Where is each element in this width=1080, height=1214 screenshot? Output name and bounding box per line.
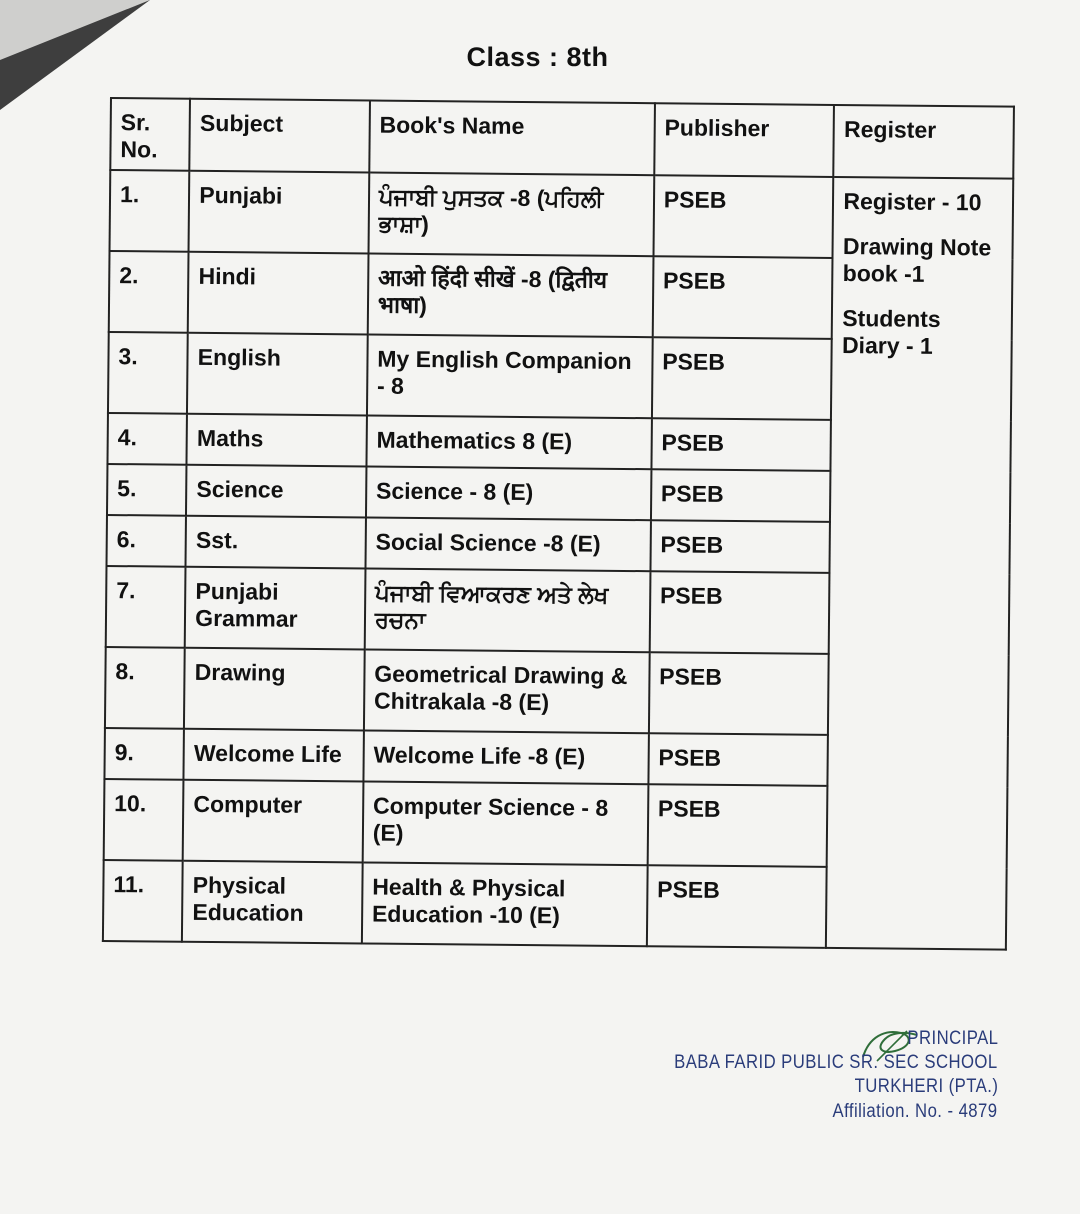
- header-sr-no: Sr. No.: [110, 98, 190, 171]
- header-publisher: Publisher: [654, 103, 834, 177]
- sr-no-cell: 6.: [107, 515, 187, 566]
- subject-cell: Punjabi Grammar: [185, 566, 365, 649]
- subject-cell: Computer: [183, 779, 363, 862]
- book-name-cell: Geometrical Drawing & Chitrakala -8 (E): [364, 649, 650, 733]
- publisher-cell: PSEB: [649, 652, 829, 735]
- subject-cell: Maths: [187, 414, 367, 466]
- sr-no-cell: 5.: [107, 464, 187, 515]
- stamp-affiliation: Affiliation. No. - 4879: [832, 1101, 998, 1122]
- book-name-cell: Welcome Life -8 (E): [363, 730, 648, 783]
- sr-no-cell: 3.: [108, 332, 188, 414]
- sr-no-cell: 10.: [104, 779, 184, 861]
- table-row: [110, 170, 1014, 260]
- book-name-cell: Mathematics 8 (E): [366, 416, 651, 469]
- stamp-title: PRINCIPAL: [907, 1028, 998, 1049]
- register-item: Students Diary - 1: [841, 305, 941, 359]
- book-name-cell: ਪੰਜਾਬੀ ਵਿਆਕਰਣ ਅਤੇ ਲੇਖ ਰਚਨਾ: [365, 568, 651, 652]
- book-list-table: [102, 97, 1015, 951]
- table-header-row: [110, 98, 1014, 179]
- book-name-cell: Science - 8 (E): [366, 467, 651, 520]
- publisher-cell: PSEB: [647, 784, 827, 867]
- publisher-cell: PSEB: [652, 338, 832, 421]
- subject-cell: Sst.: [186, 516, 366, 568]
- sr-no-cell: 11.: [103, 860, 183, 942]
- publisher-cell: PSEB: [649, 571, 829, 654]
- header-subject: Subject: [190, 99, 370, 173]
- sr-no-cell: 4.: [107, 413, 187, 464]
- sr-no-cell: 1.: [110, 170, 190, 252]
- subject-cell: Science: [186, 465, 366, 517]
- subject-cell: Punjabi: [189, 171, 369, 254]
- page-title: Class : 8th: [466, 42, 609, 72]
- book-name-cell: ਪੰਜਾਬੀ ਪੁਸਤਕ -8 (ਪਹਿਲੀ ਭਾਸ਼ਾ): [368, 172, 654, 256]
- principal-stamp: [640, 1025, 1040, 1135]
- subject-cell: English: [187, 333, 367, 416]
- register-cell: [826, 177, 1013, 950]
- sr-no-cell: 9.: [104, 728, 184, 779]
- publisher-cell: PSEB: [652, 256, 832, 339]
- header-book-name: Book's Name: [369, 100, 655, 175]
- subject-cell: Hindi: [188, 252, 368, 335]
- sr-no-cell: 7.: [106, 566, 186, 648]
- book-name-cell: Health & Physical Education -10 (E): [362, 862, 648, 946]
- book-name-cell: आओ हिंदी सीखें -8 (द्वितीय भाषा): [368, 254, 654, 338]
- register-item: Register - 10: [843, 188, 982, 216]
- publisher-cell: PSEB: [650, 520, 830, 572]
- subject-cell: Drawing: [184, 648, 364, 731]
- publisher-cell: PSEB: [647, 865, 827, 948]
- book-name-cell: Social Science -8 (E): [365, 517, 650, 570]
- publisher-cell: PSEB: [651, 419, 831, 471]
- stamp-location: TURKHERI (PTA.): [854, 1076, 998, 1097]
- publisher-cell: PSEB: [653, 175, 833, 258]
- sr-no-cell: 8.: [105, 647, 185, 729]
- header-register: Register: [834, 105, 1014, 179]
- book-name-cell: Computer Science - 8 (E): [363, 781, 649, 865]
- subject-cell: Physical Education: [182, 861, 362, 944]
- sr-no-cell: 2.: [109, 251, 189, 333]
- book-name-cell: My English Companion - 8: [367, 335, 653, 419]
- publisher-cell: PSEB: [651, 469, 831, 521]
- register-item: Drawing Note book -1: [842, 233, 992, 287]
- stamp-school-name: BABA FARID PUBLIC SR. SEC SCHOOL: [674, 1052, 998, 1073]
- subject-cell: Welcome Life: [184, 729, 364, 781]
- publisher-cell: PSEB: [648, 733, 828, 785]
